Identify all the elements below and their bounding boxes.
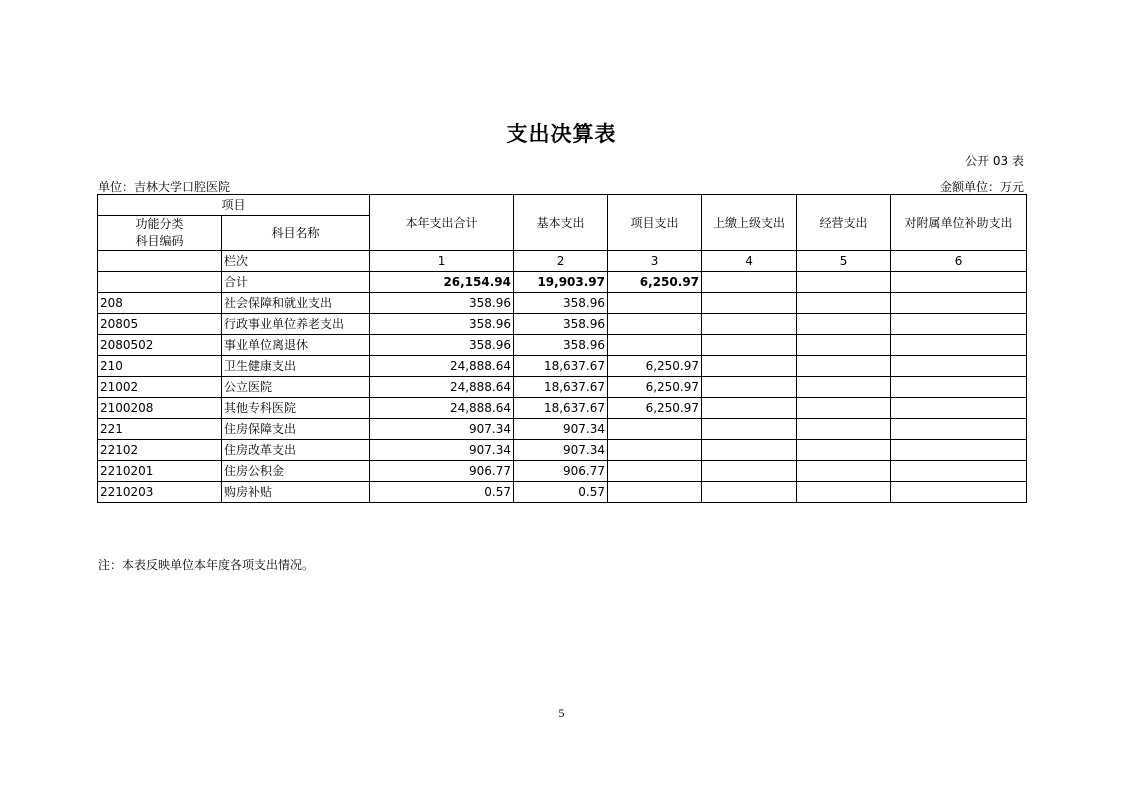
amount-basic: 18,637.67 bbox=[514, 356, 608, 377]
expenditure-table bbox=[97, 194, 1027, 503]
table-row bbox=[98, 377, 1027, 398]
amount-subsidy bbox=[891, 377, 1027, 398]
amount-project bbox=[608, 440, 702, 461]
amount-basic: 18,637.67 bbox=[514, 377, 608, 398]
amount-total: 907.34 bbox=[370, 440, 514, 461]
amount-upper-remit bbox=[702, 293, 797, 314]
total-basic: 19,903.97 bbox=[514, 272, 608, 293]
amount-subsidy bbox=[891, 356, 1027, 377]
amount-subsidy bbox=[891, 461, 1027, 482]
amount-total: 907.34 bbox=[370, 419, 514, 440]
table-row bbox=[98, 440, 1027, 461]
amount-upper-remit bbox=[702, 440, 797, 461]
amount-upper-remit bbox=[702, 419, 797, 440]
total-business bbox=[797, 272, 891, 293]
amount-subsidy bbox=[891, 419, 1027, 440]
amount-upper-remit bbox=[702, 482, 797, 503]
amount-upper-remit bbox=[702, 398, 797, 419]
table-row bbox=[98, 419, 1027, 440]
amount-project bbox=[608, 419, 702, 440]
amount-project: 6,250.97 bbox=[608, 398, 702, 419]
amount-project bbox=[608, 482, 702, 503]
amount-upper-remit bbox=[702, 461, 797, 482]
column-number: 5 bbox=[797, 251, 891, 272]
amount-total: 358.96 bbox=[370, 335, 514, 356]
amount-subsidy bbox=[891, 440, 1027, 461]
amount-project bbox=[608, 314, 702, 335]
amount-subsidy bbox=[891, 293, 1027, 314]
header-total: 本年支出合计 bbox=[370, 195, 514, 251]
amount-upper-remit bbox=[702, 377, 797, 398]
amount-subsidy bbox=[891, 335, 1027, 356]
table-row bbox=[98, 335, 1027, 356]
amount-business bbox=[797, 335, 891, 356]
column-number-row bbox=[98, 251, 1027, 272]
header-func-code-line2: 科目编码 bbox=[135, 234, 184, 248]
header-item-group: 项目 bbox=[98, 195, 370, 216]
function-code: 2080502 bbox=[98, 335, 222, 356]
total-row bbox=[98, 272, 1027, 293]
table-note: 注：本表反映单位本年度各项支出情况。 bbox=[98, 558, 315, 572]
total-upper-remit bbox=[702, 272, 797, 293]
table-row bbox=[98, 398, 1027, 419]
function-code: 2100208 bbox=[98, 398, 222, 419]
page-title: 支出决算表 bbox=[506, 122, 617, 146]
column-number-label: 栏次 bbox=[222, 251, 370, 272]
amount-subsidy bbox=[891, 398, 1027, 419]
column-number: 3 bbox=[608, 251, 702, 272]
function-code: 2210203 bbox=[98, 482, 222, 503]
table-row bbox=[98, 293, 1027, 314]
table-row bbox=[98, 356, 1027, 377]
amount-basic: 18,637.67 bbox=[514, 398, 608, 419]
header-subsidy: 对附属单位补助支出 bbox=[891, 195, 1027, 251]
header-subject-name: 科目名称 bbox=[222, 216, 370, 251]
amount-basic: 358.96 bbox=[514, 293, 608, 314]
column-number: 4 bbox=[702, 251, 797, 272]
header-project: 项目支出 bbox=[608, 195, 702, 251]
subject-name: 住房改革支出 bbox=[222, 440, 370, 461]
table-row bbox=[98, 314, 1027, 335]
amount-basic: 907.34 bbox=[514, 419, 608, 440]
header-business: 经营支出 bbox=[797, 195, 891, 251]
table-cell bbox=[98, 251, 222, 272]
subject-name: 公立医院 bbox=[222, 377, 370, 398]
total-subsidy bbox=[891, 272, 1027, 293]
subject-name: 住房公积金 bbox=[222, 461, 370, 482]
amount-total: 906.77 bbox=[370, 461, 514, 482]
amount-total: 24,888.64 bbox=[370, 377, 514, 398]
amount-total: 0.57 bbox=[370, 482, 514, 503]
header-basic: 基本支出 bbox=[514, 195, 608, 251]
amount-project: 6,250.97 bbox=[608, 377, 702, 398]
function-code: 20805 bbox=[98, 314, 222, 335]
amount-project: 6,250.97 bbox=[608, 356, 702, 377]
function-code: 22102 bbox=[98, 440, 222, 461]
amount-total: 358.96 bbox=[370, 293, 514, 314]
subject-name: 住房保障支出 bbox=[222, 419, 370, 440]
amount-total: 358.96 bbox=[370, 314, 514, 335]
total-amount: 26,154.94 bbox=[370, 272, 514, 293]
subject-name: 事业单位离退休 bbox=[222, 335, 370, 356]
amount-total: 24,888.64 bbox=[370, 398, 514, 419]
amount-basic: 358.96 bbox=[514, 335, 608, 356]
amount-business bbox=[797, 482, 891, 503]
column-number: 2 bbox=[514, 251, 608, 272]
data-rows bbox=[98, 293, 1027, 503]
amount-project bbox=[608, 293, 702, 314]
amount-business bbox=[797, 440, 891, 461]
page-number: 5 bbox=[558, 706, 565, 720]
table-row bbox=[98, 461, 1027, 482]
amount-basic: 0.57 bbox=[514, 482, 608, 503]
function-code: 2210201 bbox=[98, 461, 222, 482]
amount-upper-remit bbox=[702, 314, 797, 335]
total-label: 合计 bbox=[222, 272, 370, 293]
subject-name: 行政事业单位养老支出 bbox=[222, 314, 370, 335]
subject-name: 购房补贴 bbox=[222, 482, 370, 503]
function-code: 221 bbox=[98, 419, 222, 440]
column-number: 1 bbox=[370, 251, 514, 272]
table-cell bbox=[98, 272, 222, 293]
subject-name: 社会保障和就业支出 bbox=[222, 293, 370, 314]
amount-unit: 金额单位：万元 bbox=[939, 180, 1024, 194]
column-number: 6 bbox=[891, 251, 1027, 272]
function-code: 21002 bbox=[98, 377, 222, 398]
subject-name: 其他专科医院 bbox=[222, 398, 370, 419]
amount-business bbox=[797, 293, 891, 314]
function-code: 208 bbox=[98, 293, 222, 314]
header-func-code-line1: 功能分类 bbox=[135, 217, 184, 231]
amount-project bbox=[608, 335, 702, 356]
amount-business bbox=[797, 356, 891, 377]
subject-name: 卫生健康支出 bbox=[222, 356, 370, 377]
amount-total: 24,888.64 bbox=[370, 356, 514, 377]
header-upper-remit: 上缴上级支出 bbox=[702, 195, 797, 251]
total-project: 6,250.97 bbox=[608, 272, 702, 293]
header-func-code bbox=[98, 216, 222, 251]
amount-business bbox=[797, 377, 891, 398]
amount-basic: 358.96 bbox=[514, 314, 608, 335]
amount-project bbox=[608, 461, 702, 482]
amount-basic: 907.34 bbox=[514, 440, 608, 461]
table-row bbox=[98, 482, 1027, 503]
function-code: 210 bbox=[98, 356, 222, 377]
amount-business bbox=[797, 398, 891, 419]
amount-upper-remit bbox=[702, 356, 797, 377]
amount-basic: 906.77 bbox=[514, 461, 608, 482]
reporting-unit: 单位：吉林大学口腔医院 bbox=[98, 180, 231, 194]
amount-subsidy bbox=[891, 482, 1027, 503]
amount-business bbox=[797, 314, 891, 335]
form-code: 公开 03 表 bbox=[965, 154, 1024, 168]
amount-subsidy bbox=[891, 314, 1027, 335]
amount-business bbox=[797, 419, 891, 440]
amount-upper-remit bbox=[702, 335, 797, 356]
amount-business bbox=[797, 461, 891, 482]
